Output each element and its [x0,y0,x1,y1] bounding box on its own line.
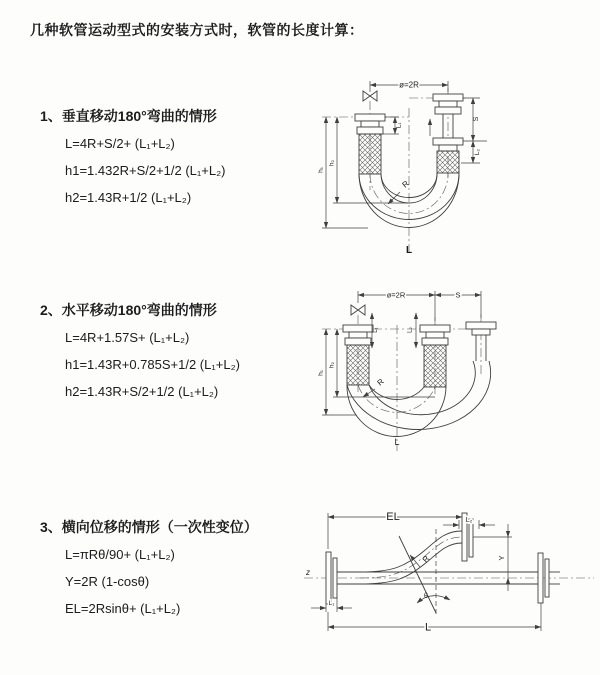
dimension-heights [318,329,436,415]
left-pipe-assembly [343,325,373,385]
length-label: L [394,437,400,447]
section-2-heading: 2、水平移动180°弯曲的情形 [40,302,217,318]
centerlines [304,568,594,578]
diagram-vertical-180-bend [310,70,595,265]
theta-label: θ [424,593,428,600]
dimension-el [328,511,462,549]
dimension-l2 [408,313,417,348]
section-1-heading: 1、垂直移动180°弯曲的情形 [40,108,217,124]
hose-braid [359,134,381,174]
l2-label: L₂ [407,327,414,333]
section-2-formulas [65,324,320,405]
s-label: S [473,116,480,122]
y-label: Y [497,555,506,561]
valve-icon [363,91,377,101]
h1-label: h₁ [317,167,325,173]
dimension-l1 [372,313,379,348]
hose-braid [424,345,446,387]
h2-label: h₂ [328,159,336,167]
radius-label: R [420,554,432,565]
l2-label: L₂ [465,517,473,524]
l1-label: L₁ [328,600,335,607]
middle-pipe-assembly [420,325,450,387]
h1-label: h₁ [317,370,325,376]
formula-h1: h1=1.432R+S/2+1/2 (L₁+L₂) [65,163,226,178]
formula-h2: h2=1.43R+S/2+1/2 (L₁+L₂) [65,384,219,399]
dimension-l1 [311,598,352,612]
left-pipe-assembly [355,114,385,174]
valve-icon [351,305,365,315]
h2-label: h₂ [328,361,336,369]
diagram-lateral-displacement [298,505,600,640]
radius-label: R [400,178,411,190]
length-label: L [405,245,413,256]
section-horizontal-movement [40,297,320,405]
page-title: 几种软管运动型式的安装方式时，软管的长度计算： [30,22,364,38]
formula-el: EL=2Rsinθ+ (L₁+L₂) [65,601,181,616]
section-vertical-movement [40,103,320,211]
el-label: EL [386,511,400,523]
dimension-span [358,291,481,322]
hose-braid [347,345,369,385]
section-3-formulas [65,541,320,622]
l1-label: L₁ [373,327,379,333]
radius-label: R [375,376,386,388]
l2-label: L₂ [474,148,481,156]
formula-length: L=πRθ/90+ (L₁+L₂) [65,547,175,562]
formula-h1: h1=1.43R+0.785S+1/2 (L₁+L₂) [65,357,240,372]
length-label: L [424,621,432,634]
dimension-y [473,524,512,591]
formula-h2: h2=1.43R+1/2 (L₁+L₂) [65,190,192,205]
right-pipe-assembly [430,94,463,173]
dimension-length [328,603,541,634]
radius-annotation [388,179,411,204]
section-1-formulas [65,130,320,211]
formula-y: Y=2R (1-cosθ) [65,574,150,589]
span-label: ø=2R [399,80,419,90]
span-label: ø=2R [386,290,406,300]
axis-mark-label: z [306,568,310,577]
dimension-l1 [383,117,403,134]
formula-length: L=4R+1.57S+ (L₁+L₂) [65,330,190,345]
l1-label: L₁ [395,122,403,129]
hose-braid [437,151,459,173]
diagram-horizontal-180-bend [308,283,598,463]
formula-length: L=4R+S/2+ (L₁+L₂) [65,136,175,151]
section-lateral-displacement [40,514,320,622]
stroke-label: S [455,290,461,300]
dimension-stroke-s [461,98,487,163]
dimension-span [370,81,448,93]
section-3-heading: 3、横向位移的情形（一次性变位） [40,519,258,535]
